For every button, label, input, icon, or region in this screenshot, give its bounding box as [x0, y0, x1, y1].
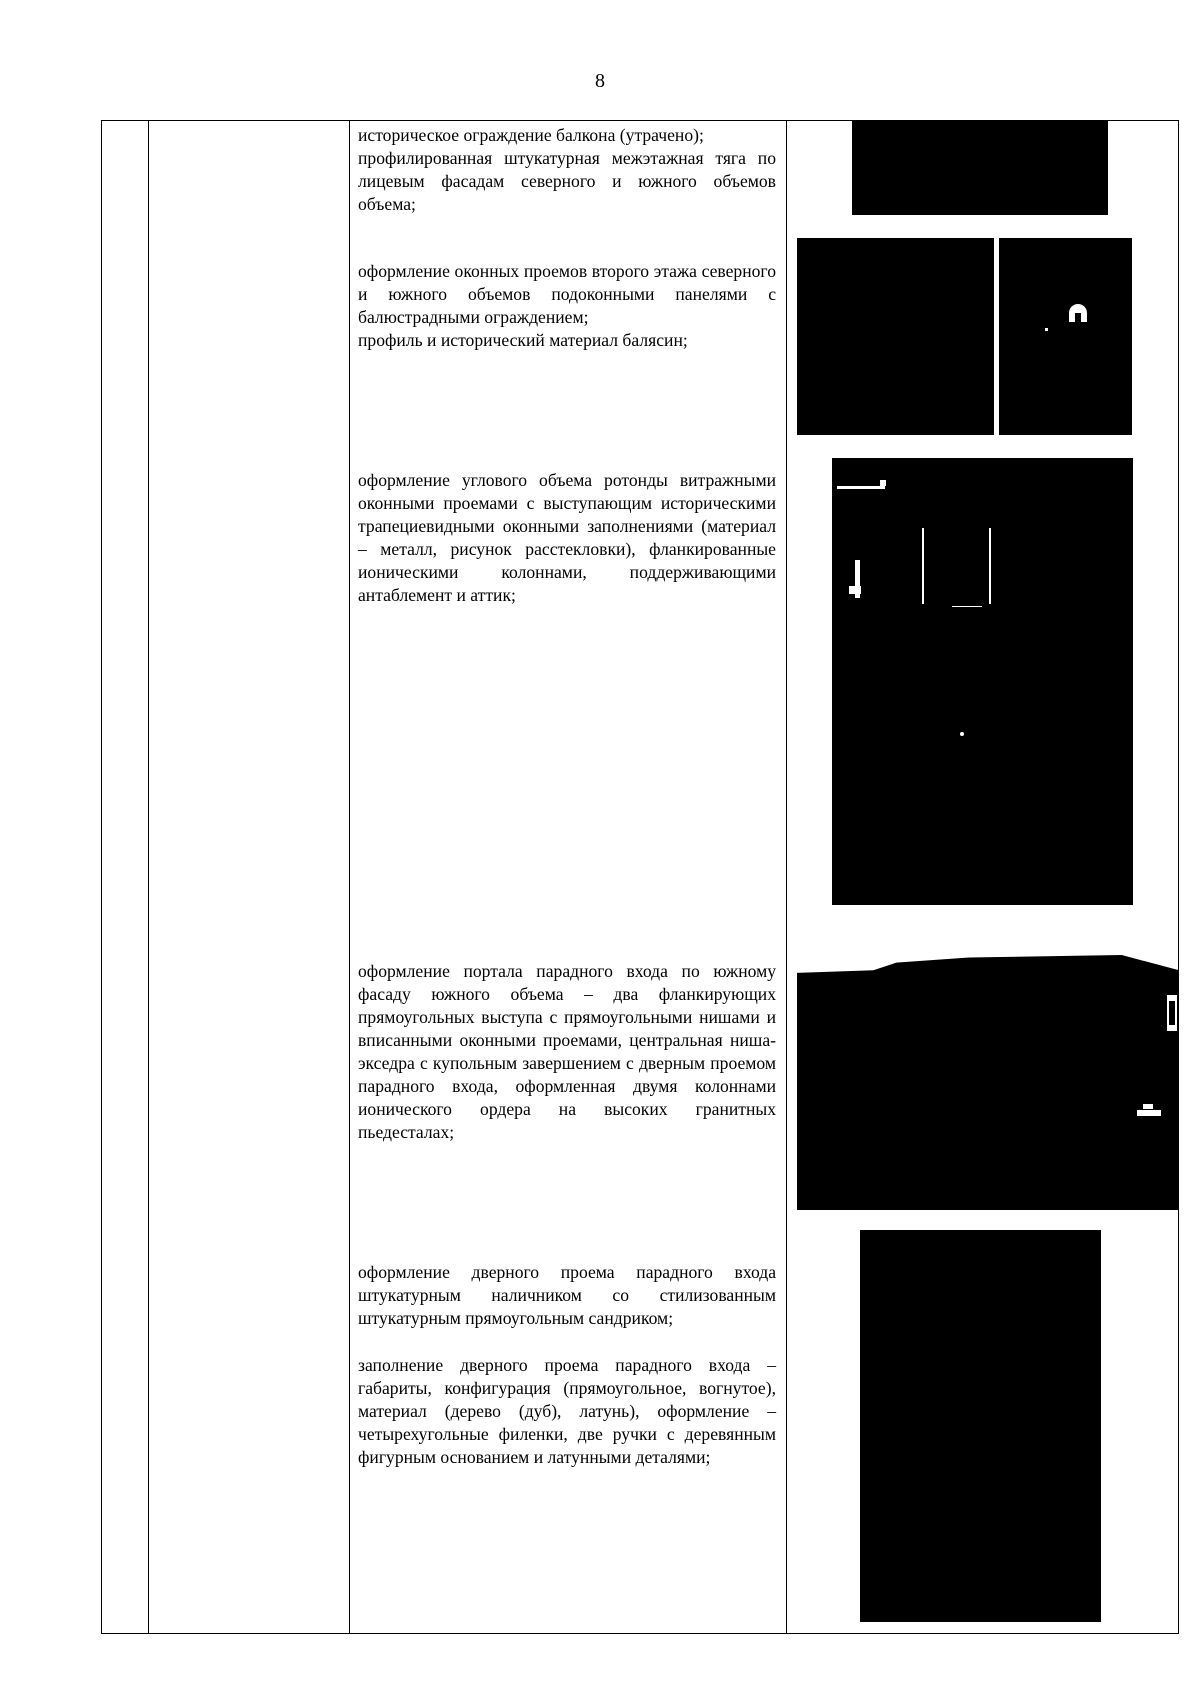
- entry-text-line: профиль и исторический материал балясин;: [358, 330, 688, 350]
- photo-window-panel-right: [999, 238, 1132, 435]
- highlight-spot: [952, 606, 982, 607]
- entry-text-line: оформление оконных проемов второго этажа северного и южного объемов подоконными панелями с балюстрадными ограждением;: [358, 261, 776, 327]
- highlight-spot: [1075, 313, 1081, 322]
- entry-rotunda-text: [358, 469, 776, 607]
- highlight-spot: [837, 486, 885, 489]
- column-divider-1: [148, 121, 149, 1633]
- entry-text-line: оформление углового объема ротонды витражными оконными проемами с выступающим историческими трапециевидными оконными заполнениями (материал – металл, рисунок расстекловки), фланкированные ионическими колоннами, поддерживающими антаблемент и аттик;: [358, 470, 776, 605]
- highlight-spot: [880, 480, 886, 486]
- entry-text-line: оформление портала парадного входа по южному фасаду южного объема – два фланкирующих прямоугольных выступа с прямоугольными нишами и вписанными оконными проемами, центральная ниша-экседра с купольным завершением с дверным проемом парадного входа, оформленная двумя колоннами ионического ордера на высоких гранитных пьедесталах;: [358, 961, 776, 1142]
- column-divider-3: [786, 121, 787, 1633]
- photo-entrance-door: [860, 1230, 1101, 1622]
- highlight-spot: [1045, 328, 1048, 331]
- highlight-spot: [849, 586, 861, 594]
- photo-rotunda: [832, 458, 1133, 905]
- entry-windows-text: [358, 260, 776, 352]
- entry-text-line: оформление дверного проема парадного входа штукатурным наличником со стилизованным штукатурным прямоугольным сандриком;: [358, 1262, 776, 1328]
- highlight-spot: [922, 528, 924, 604]
- entry-door-fill-text: [358, 1354, 776, 1469]
- page-number: 8: [595, 70, 605, 92]
- highlight-spot: [989, 528, 991, 604]
- entry-portal-text: [358, 960, 776, 1144]
- photo-window-panel-left: [797, 238, 994, 435]
- entry-door-frame-text: [358, 1261, 776, 1330]
- entry-text-line: заполнение дверного проема парадного входа – габариты, конфигурация (прямоугольное, вогнутое), материал (дерево (дуб), латунь), оформление – четырехугольные филенки, две ручки с деревянным фигурным основанием и латунными деталями;: [358, 1355, 776, 1467]
- entry-balcony-text: [358, 124, 776, 216]
- photo-balcony: [852, 120, 1108, 215]
- column-divider-2: [349, 121, 350, 1633]
- highlight-spot: [1137, 1110, 1161, 1116]
- entry-text-line: профилированная штукатурная межэтажная тяга по лицевым фасадам северного и южного объемов объема;: [358, 148, 776, 214]
- highlight-spot: [960, 732, 964, 736]
- entry-text-line: историческое ограждение балкона (утрачено);: [358, 125, 704, 145]
- highlight-spot: [1169, 1001, 1175, 1025]
- photo-portal: [797, 955, 1179, 1210]
- highlight-spot: [1143, 1104, 1153, 1109]
